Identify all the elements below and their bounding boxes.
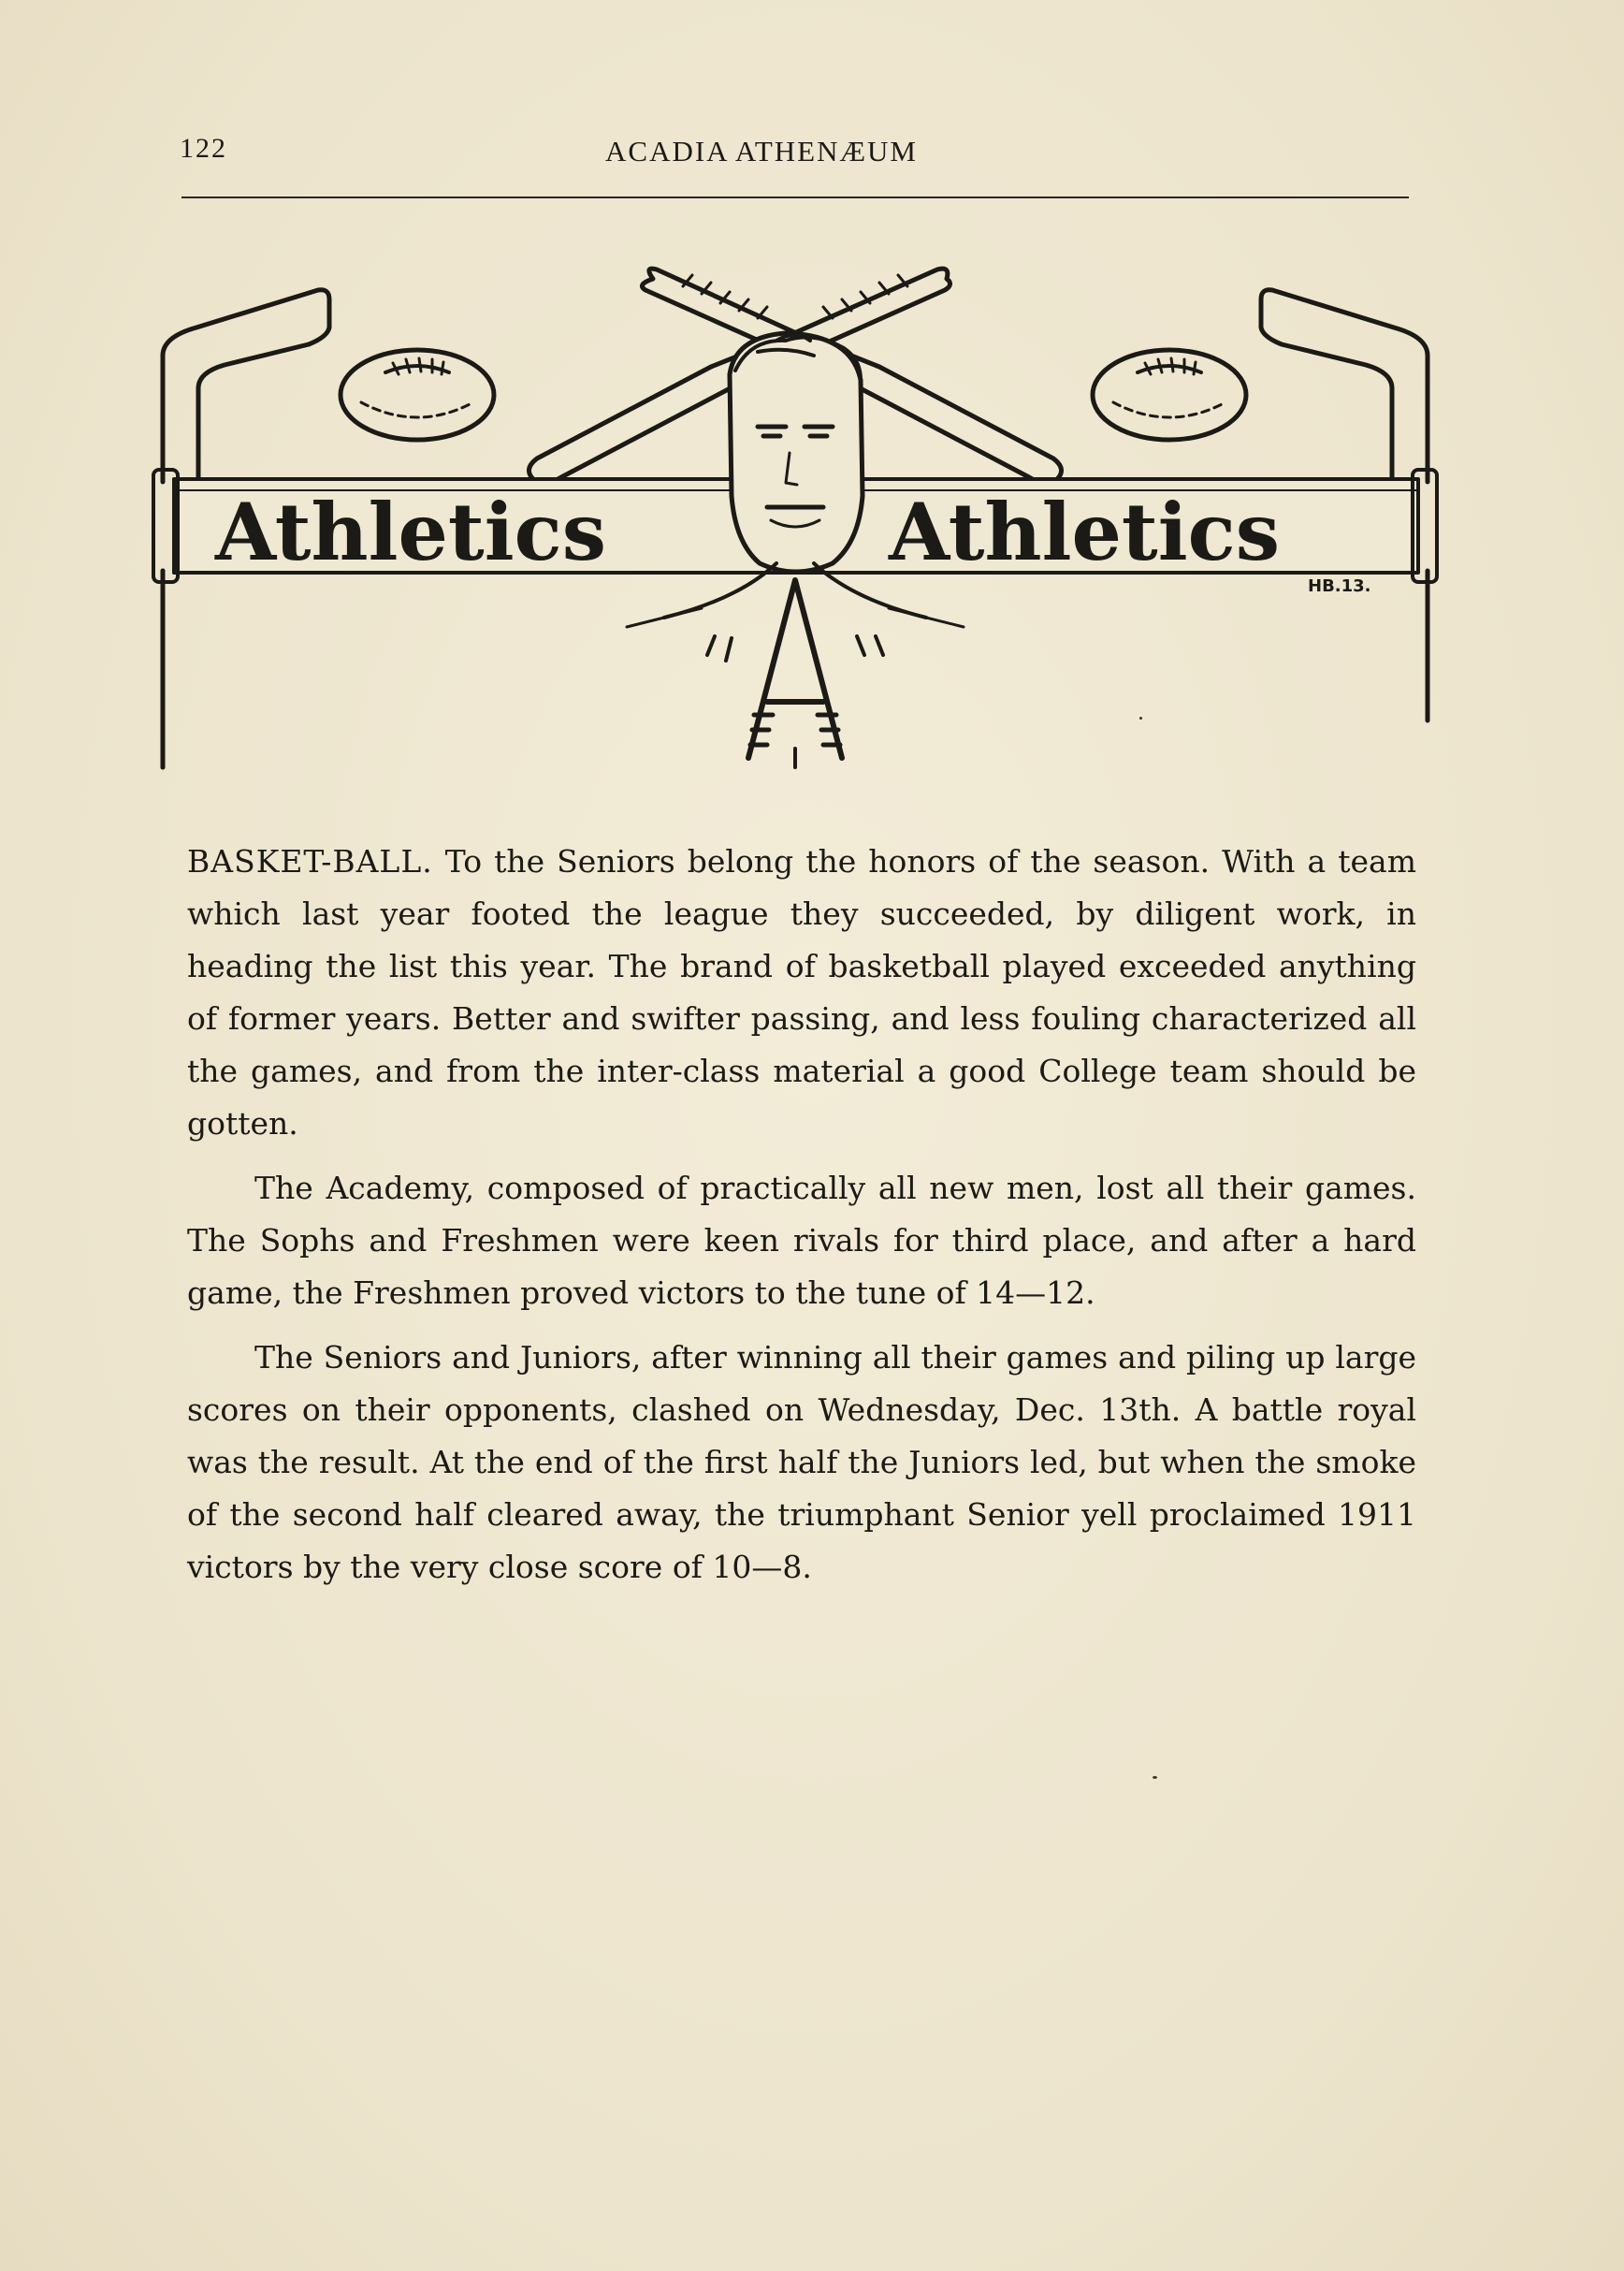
right-football-icon [1093, 350, 1246, 440]
section-heading: BASKET-BALL. [187, 843, 433, 880]
paragraph-2: The Academy, composed of practically all new men, lost all their games. The Sophs and Freshmen were keen rivals for third place, and after a hard game, the Freshmen proved victors to the tune of 14—12. [187, 1170, 1416, 1311]
header-rule [181, 197, 1409, 198]
athletics-illustration [140, 262, 1469, 786]
banner-left-label: Athletics [215, 486, 607, 578]
paper-speck [1153, 1776, 1157, 1779]
athletics-ornament [140, 262, 1469, 786]
banner-right-label: Athletics [889, 486, 1281, 578]
article-body [187, 836, 1416, 1606]
paper-speck [1139, 717, 1142, 720]
jersey-letter-icon [627, 563, 964, 767]
paragraph-1 [187, 836, 1416, 1150]
running-title: ACADIA ATHENÆUM [605, 135, 918, 167]
paragraph-3: The Seniors and Juniors, after winning all their games and piling up large scores on their opponents, clashed on Wednesday, Dec. 13th. A battle royal was the result. At the end of the first half the Juniors led, but when the smoke of the second half cleared away, the triumphant Senior yell proclaimed 1911 victors by the very close score of 10—8. [187, 1339, 1416, 1585]
page-header [180, 133, 1407, 180]
paragraph-1-text: To the Seniors belong the honors of the season. With a team which last year footed the league they succeeded, by diligent work, in heading the list this year. The brand of basketball played exceeded anything of former years. Better and swifter passing, and less fouling characterized all the games, and from the inter-class material a good College team should be gotten. [187, 843, 1416, 1142]
page-number: 122 [180, 133, 227, 164]
face-icon [730, 333, 863, 572]
left-football-icon [341, 350, 494, 440]
artist-signature: HB.13. [1308, 576, 1371, 596]
